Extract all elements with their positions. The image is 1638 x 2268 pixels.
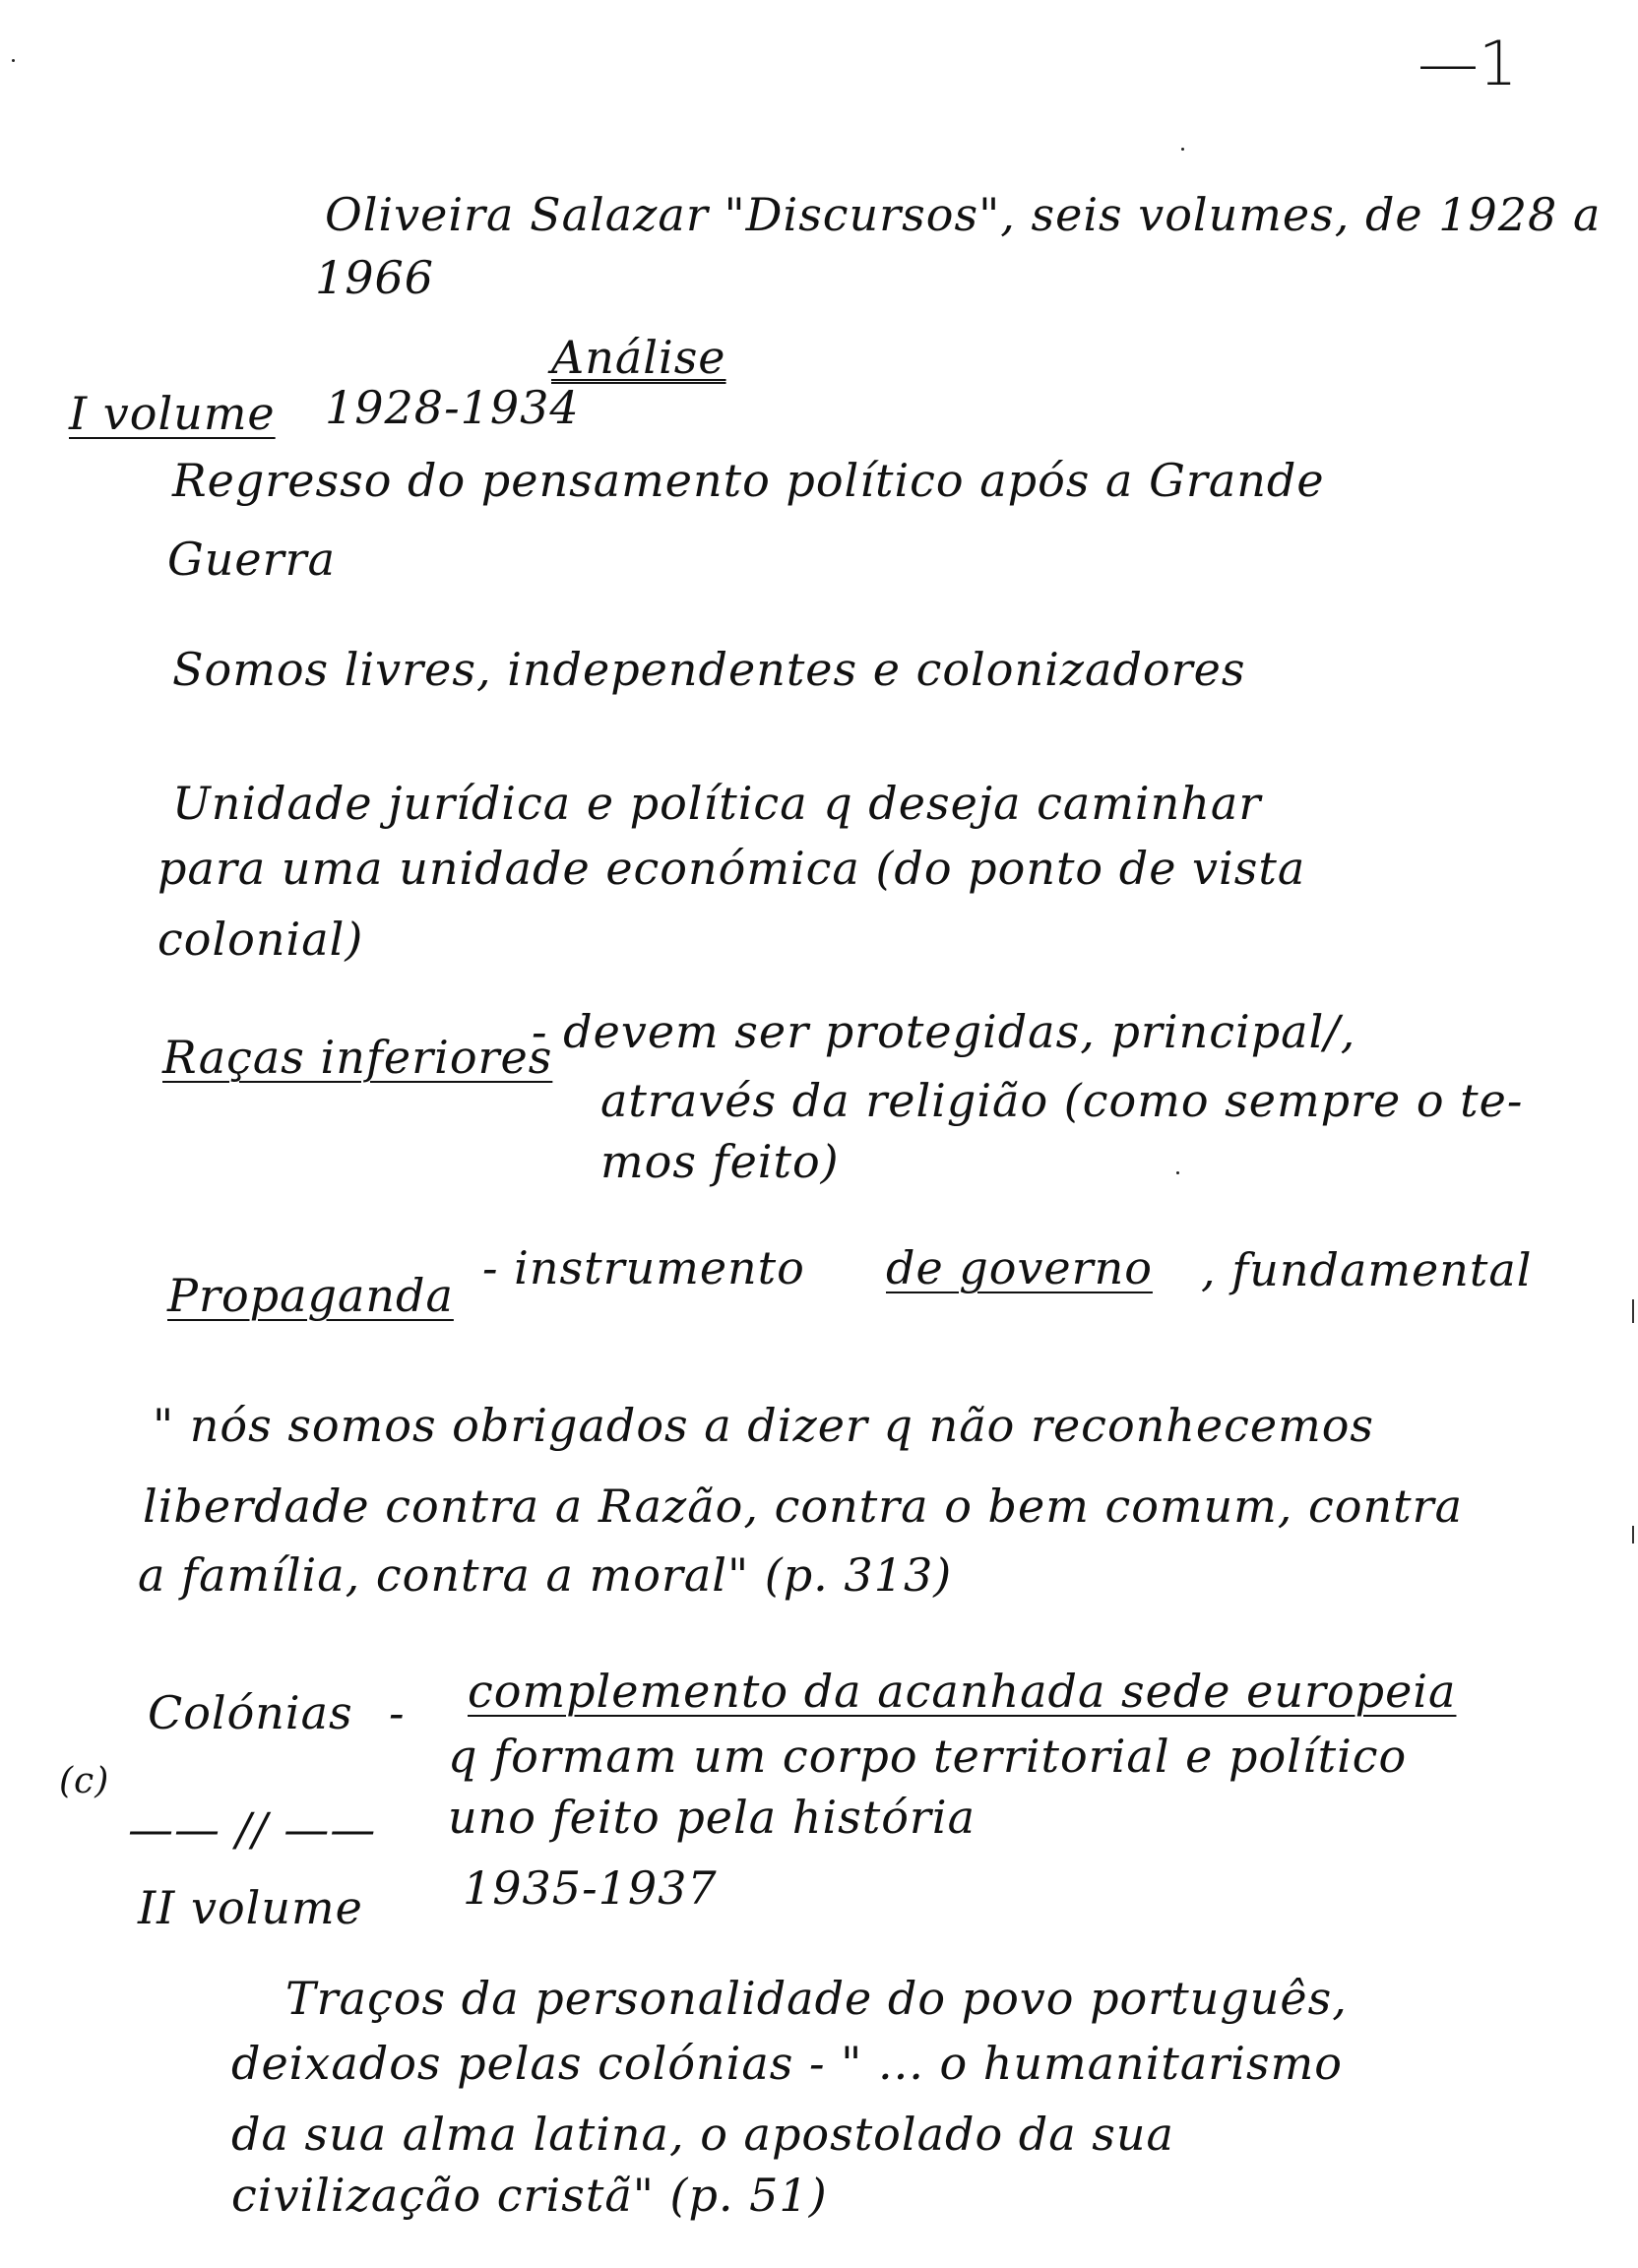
scan-edge-mark — [1632, 1299, 1634, 1323]
volume-2-years: 1935-1937 — [463, 1861, 718, 1915]
term-racas-inferiores: Raças inferiores — [162, 1031, 553, 1084]
page-number: —1 — [1418, 28, 1518, 99]
vol2-para1-line1: Traços da personalidade do povo português, — [285, 1972, 1348, 2025]
term-propaganda: Propaganda — [167, 1269, 454, 1322]
vol2-para1-line4: civilização cristã" (p. 51) — [231, 2169, 828, 2222]
scan-speck — [1181, 148, 1184, 151]
scan-speck — [1176, 1171, 1179, 1174]
term-colonias: Colónias — [148, 1686, 353, 1739]
volume-separator: —— // —— — [128, 1802, 377, 1856]
vol1-para3-line3: colonial) — [158, 913, 364, 966]
vol1-para3-line1: Unidade jurídica e política q deseja caminhar — [172, 777, 1262, 830]
volume-2-label: II volume — [138, 1881, 363, 1934]
quote-line-2: liberdade contra a Razão, contra o bem comum, contra — [143, 1480, 1463, 1533]
vol1-para6-line3: uno feito pela história — [448, 1791, 976, 1844]
vol1-para3-line2: para uma unidade económica (do ponto de vista — [158, 842, 1306, 895]
vol1-para5-end: , fundamental — [1201, 1243, 1533, 1296]
vol1-para6-line2: q formam um corpo territorial e político — [448, 1730, 1408, 1783]
volume-1-label: I volume — [69, 387, 276, 440]
quote-line-3: a família, contra a moral" (p. 313) — [138, 1548, 953, 1602]
vol2-para1-line3: da sua alma latina, o apostolado da sua — [231, 2108, 1174, 2161]
title-line-1: Oliveira Salazar "Discursos", seis volumes, de 1928 a — [325, 188, 1602, 241]
vol2-para1-line2: deixados pelas colónias - " ... o humanitarismo — [231, 2037, 1343, 2090]
colonias-dash: - — [389, 1686, 406, 1739]
vol1-para6-line1: complemento da acanhada sede europeia — [468, 1665, 1457, 1718]
heading-analise: Análise — [551, 331, 726, 384]
vol1-para5-de-governo: de governo — [886, 1241, 1153, 1294]
vol1-para5-mid: - instrumento — [482, 1241, 805, 1294]
scan-edge-mark — [1632, 1526, 1634, 1544]
quote-line-1: " nós somos obrigados a dizer q não reconhecemos — [153, 1399, 1375, 1452]
vol1-para4-line1: - devem ser protegidas, principal/, — [532, 1005, 1356, 1058]
vol1-para1-line1: Regresso do pensamento político após a Grande — [172, 454, 1325, 507]
margin-note-c: (c) — [59, 1761, 110, 1801]
vol1-para1-line2: Guerra — [167, 533, 336, 586]
title-line-2: 1966 — [315, 251, 435, 304]
volume-1-years: 1928-1934 — [325, 381, 580, 434]
vol1-para4-line3: mos feito) — [600, 1135, 840, 1188]
vol1-para2: Somos livres, independentes e colonizadores — [172, 643, 1246, 696]
scan-speck — [12, 59, 15, 62]
vol1-para4-line2: através da religião (como sempre o te- — [600, 1074, 1524, 1127]
